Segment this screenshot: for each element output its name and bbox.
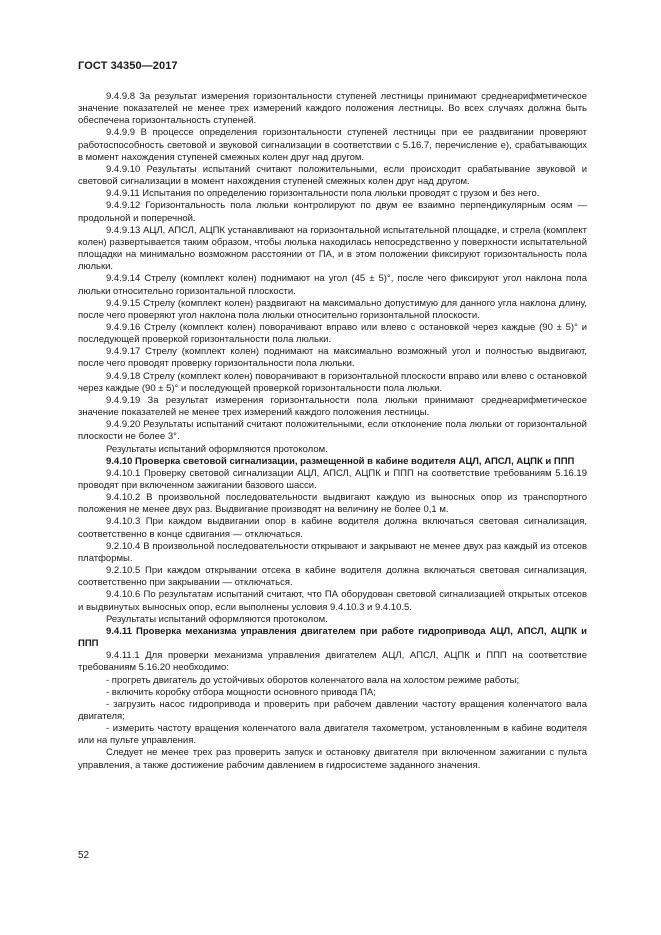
clause-9-4-9-8: 9.4.9.8 За результат измерения горизонтальности ступеней лестницы принимают среднеарифметическое значение показателей не менее трех измерений каждого положения лестницы. Во всех случаях должна быть обеспечена горизонтальность ступеней. (78, 91, 587, 127)
page-number: 52 (78, 850, 90, 861)
clause-9-4-9-12: 9.4.9.12 Горизонтальность пола люльки контролируют по двум ее взаимно перпендикулярным осям — продольной и поперечной. (78, 200, 587, 224)
clause-9-4-9-13: 9.4.9.13 АЦЛ, АПСЛ, АЦПК устанавливают на горизонтальной испытательной площадке, и стрела (комплект колен) развертывается таким образом, чтобы люлька находилась непосредственно у поверхности испытательной площадки на минимально возможном расстоянии от ПА, и в этом положении фиксируют горизонтальность пола люльки. (78, 224, 587, 273)
list-item: - прогреть двигатель до устойчивых оборотов коленчатого вала на холостом режиме работы; (106, 674, 520, 686)
section-heading-9-4-11: 9.4.11 Проверка механизма управления двигателем при работе гидропривода АЦЛ, АПСЛ, АЦПК и ППП (78, 625, 587, 650)
protocol-note: Результаты испытаний оформляются протоколом. (106, 443, 328, 455)
clause-9-4-10-3: 9.4.10.3 При каждом выдвигании опор в кабине водителя должна включаться световая сигнализация, соответственно в конце сдвигания — отключаться. (78, 516, 587, 540)
closing-paragraph: Следует не менее трех раз проверить запуск и остановку двигателя при включенном зажигании с пульта управления, а также достижение рабочим давлением в гидросистеме заданного значения. (78, 747, 587, 771)
list-item: - загрузить насос гидропривода и проверить при рабочем давлении частоту вращения коленчатого вала двигателя; (78, 698, 587, 722)
section-heading-9-4-10: 9.4.10 Проверка световой сигнализации, размещенной в кабине водителя АЦЛ, АПСЛ, АЦПК и ППП (106, 455, 575, 467)
clause-9-4-11-1: 9.4.11.1 Для проверки механизма управления двигателем АЦЛ, АПСЛ, АЦПК и ППП на соответствие требованиям 5.16.20 необходимо: (78, 650, 587, 674)
clause-9-4-9-15: 9.4.9.15 Стрелу (комплект колен) раздвигают на максимально допустимую для данного угла наклона длину, после чего проверяют угол наклона пола люльки относительно горизонтальной плоскости. (78, 297, 587, 321)
list-item: - измерить частоту вращения коленчатого вала двигателя тахометром, установленным в кабине водителя или на пульте управления. (78, 723, 587, 747)
clause-9-2-10-4: 9.2.10.4 В произвольной последовательности открывают и закрывают не менее двух раз каждый из отсеков платформы. (78, 540, 587, 564)
clause-9-4-9-18: 9.4.9.18 Стрелу (комплект колен) поворачивают в горизонтальной плоскости вправо или влево с остановкой через каждые (90 ± 5)° и последующей проверкой горизонтальности пола люльки. (78, 370, 587, 394)
clause-9-4-9-17: 9.4.9.17 Стрелу (комплект колен) поднимают на максимально возможный угол и полностью выдвигают, после чего проводят проверку горизонтальности пола люльки. (78, 346, 587, 370)
clause-9-4-9-11: 9.4.9.11 Испытания по определению горизонтальности пола люльки проводят с грузом и без него. (106, 188, 540, 200)
protocol-note: Результаты испытаний оформляются протоколом. (106, 613, 328, 625)
clause-9-4-9-16: 9.4.9.16 Стрелу (комплект колен) поворачивают вправо или влево с остановкой через каждые (90 ± 5)° и последующей проверкой горизонтальности пола люльки. (78, 321, 587, 346)
clause-9-4-10-1: 9.4.10.1 Проверку световой сигнализации АЦЛ, АПСЛ, АЦПК и ППП на соответствие требованиям 5.16.19 проводят при включенном зажигании базового шасси. (78, 467, 587, 491)
clause-9-4-9-19: 9.4.9.19 За результат измерения горизонтальности пола люльки принимают среднеарифметическое значение показателей не менее трех измерений каждого положения лестницы. (78, 394, 587, 419)
document-body (78, 91, 587, 772)
clause-9-4-9-14: 9.4.9.14 Стрелу (комплект колен) поднимают на угол (45 ± 5)°, после чего фиксируют угол наклона пола люльки относительно горизонтальной плоскости. (78, 273, 587, 297)
clause-9-4-10-2: 9.4.10.2 В произвольной последовательности выдвигают каждую из выносных опор из транспортного положения не менее двух раз. Выдвигание производят на величину не более 0,1 м. (78, 492, 587, 516)
standard-title: ГОСТ 34350—2017 (78, 60, 178, 72)
list-item: - включить коробку отбора мощности основного привода ПА; (106, 686, 376, 698)
clause-9-4-9-20: 9.4.9.20 Результаты испытаний считают положительными, если отклонение пола люльки от горизонтальной плоскости не более 3°. (78, 419, 587, 443)
clause-9-4-9-10: 9.4.9.10 Результаты испытаний считают положительными, если происходит срабатывание звуковой и световой сигнализации в момент нахождения ступеней смежных колен друг над другом. (78, 163, 587, 188)
clause-9-2-10-5: 9.2.10.5 При каждом открывании отсека в кабине водителя должна включаться световая сигнализация, соответственно при закрывании — отключаться. (78, 565, 587, 589)
clause-9-4-9-9: 9.4.9.9 В процессе определения горизонтальности ступеней лестницы при ее раздвигании проверяют работоспособность световой и звуковой сигнализации в соответствии с 5.16.7, перечисление е), срабатывающих в момент нахождения ступеней смежных колен друг над другом. (78, 127, 587, 163)
clause-9-4-10-6: 9.4.10.6 По результатам испытаний считают, что ПА оборудован световой сигнализацией открытых отсеков и выдвинутых выносных опор, если выполнены условия 9.4.10.3 и 9.4.10.5. (78, 589, 587, 613)
